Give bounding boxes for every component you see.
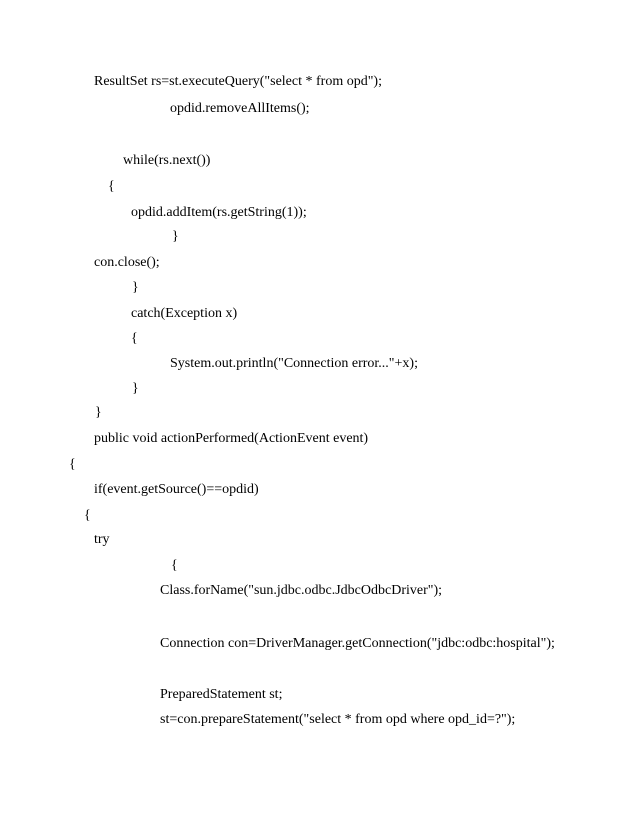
code-line-9: catch(Exception x)	[131, 306, 238, 321]
code-line-8: }	[132, 280, 139, 295]
code-line-21: Connection con=DriverManager.getConnection("jdbc:odbc:hospital");	[160, 636, 555, 651]
code-line-4: {	[108, 179, 115, 194]
code-line-2: opdid.removeAllItems();	[170, 101, 310, 116]
code-line-7: con.close();	[94, 255, 160, 270]
code-line-1: ResultSet rs=st.executeQuery("select * from opd");	[94, 74, 382, 89]
code-line-18: try	[94, 532, 110, 547]
code-line-15: {	[69, 457, 76, 472]
code-line-23: st=con.prepareStatement("select * from opd where opd_id=?");	[160, 712, 516, 727]
code-line-16: if(event.getSource()==opdid)	[94, 482, 259, 497]
code-line-22: PreparedStatement st;	[160, 687, 283, 702]
code-line-17: {	[84, 508, 91, 523]
code-line-3: while(rs.next())	[123, 153, 211, 168]
code-line-19: {	[171, 558, 178, 573]
code-line-12: }	[132, 381, 139, 396]
code-line-5: opdid.addItem(rs.getString(1));	[131, 205, 307, 220]
code-line-10: {	[131, 331, 138, 346]
code-line-11: System.out.println("Connection error..."+x);	[170, 356, 418, 371]
code-line-6: }	[172, 229, 179, 244]
code-line-13: }	[95, 405, 102, 420]
code-line-14: public void actionPerformed(ActionEvent event)	[94, 431, 369, 446]
code-line-20: Class.forName("sun.jdbc.odbc.JdbcOdbcDriver");	[160, 583, 443, 598]
